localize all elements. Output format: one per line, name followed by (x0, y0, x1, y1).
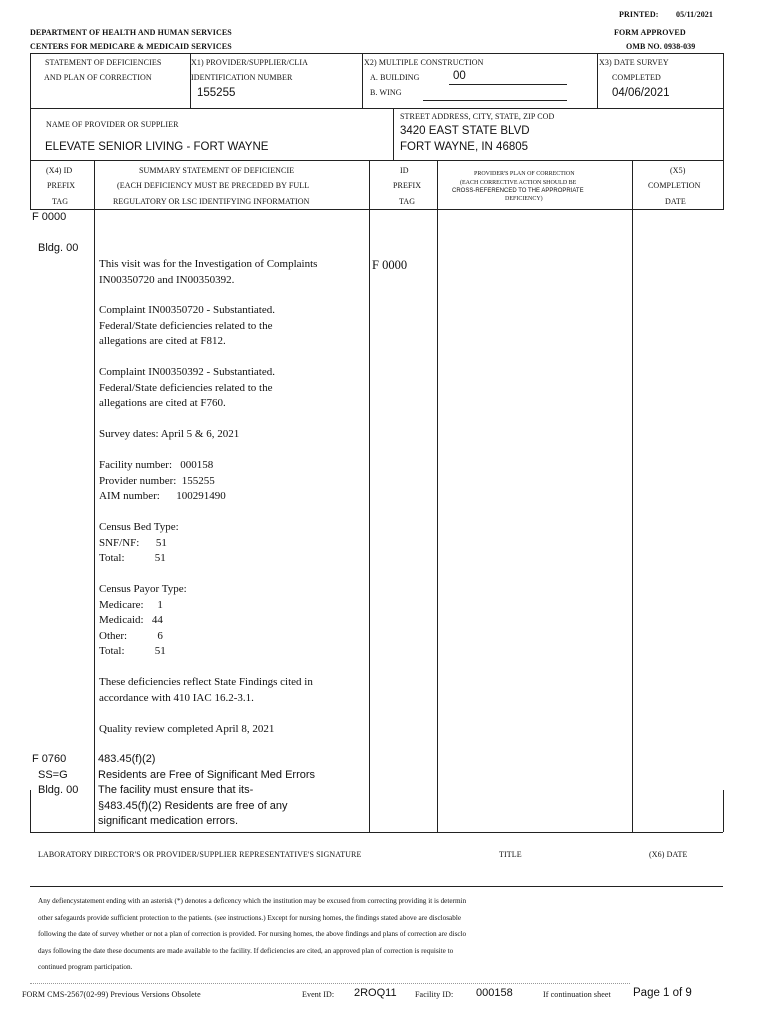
right-tag-f0000: F 0000 (372, 258, 408, 272)
page-number: Page 1 of 9 (633, 987, 692, 999)
printed-label: PRINTED: (619, 10, 659, 19)
centers-title: CENTERS FOR MEDICARE & MEDICAID SERVICES (30, 42, 232, 51)
paragraph-state-findings: These deficiencies reflect State Findings cited in accordance with 410 IAC 16.2-3.1. (99, 676, 313, 704)
paragraph-facility-numbers: Facility number: 000158 Provider number: 155255 AIM number: 100291490 (99, 459, 226, 502)
identification-number-label: IDENTIFICATION NUMBER (191, 73, 293, 82)
x4-prefix-label: PREFIX (47, 181, 76, 190)
paragraph-census-payor: Census Payor Type: Medicare: 1 Medicaid: 44 Other: 6 Total: 51 (99, 583, 187, 657)
paragraph-investigation: This visit was for the Investigation of Complaints IN00350720 and IN00350392. (99, 258, 318, 286)
facility-id-value: 000158 (476, 987, 513, 999)
plan-header-4: DEFICIENCY) (505, 196, 543, 202)
completion-label: COMPLETION (648, 181, 701, 190)
summary-header-2: (EACH DEFICIENCY MUST BE PRECEDED BY FULL (117, 181, 310, 190)
plan-header-2: (EACH CORRECTIVE ACTION SHOULD BE (460, 180, 577, 186)
event-id-label: Event ID: (302, 990, 335, 999)
bldg-00: Bldg. 00 (38, 242, 79, 254)
plan-header-1: PROVIDER'S PLAN OF CORRECTION (474, 171, 575, 177)
id-label: ID (400, 166, 409, 175)
footer-rule (30, 983, 630, 984)
x6-date-label: (X6) DATE (649, 850, 688, 859)
provider-clia-label: X1) PROVIDER/SUPPLIER/CLIA (191, 58, 309, 67)
plan-label: AND PLAN OF CORRECTION (44, 73, 152, 82)
provider-name-label: NAME OF PROVIDER OR SUPPLIER (46, 120, 179, 129)
title-label: TITLE (499, 850, 522, 859)
printed-date: 05/11/2021 (676, 10, 714, 19)
summary-header-3: REGULATORY OR LSC IDENTIFYING INFORMATION (113, 197, 310, 206)
wing-label: B. WING (370, 88, 402, 97)
facility-id-label: Facility ID: (415, 990, 454, 999)
department-title: DEPARTMENT OF HEALTH AND HUMAN SERVICES (30, 28, 232, 37)
x4-id-label: (X4) ID (46, 166, 73, 175)
paragraph-complaint-2: Complaint IN00350392 - Substantiated. Federal/State deficiencies related to the allegations are cited at F760. (99, 366, 275, 409)
summary-header-1: SUMMARY STATEMENT OF DEFICIENCIE (139, 166, 295, 175)
building-label: A. BUILDING (370, 73, 420, 82)
event-id-value: 2ROQ11 (354, 987, 397, 999)
x4-tag-label: TAG (52, 197, 69, 206)
tag-f0000: F 0000 (32, 211, 67, 223)
continuation-label: If continuation sheet (543, 990, 611, 999)
paragraph-complaint-1: Complaint IN00350720 - Substantiated. Federal/State deficiencies related to the allegations are cited at F812. (99, 304, 275, 347)
provider-name: ELEVATE SENIOR LIVING - FORT WAYNE (45, 141, 269, 153)
completed-label: COMPLETED (612, 73, 661, 82)
address-line-2: FORT WAYNE, IN 46805 (400, 141, 529, 153)
date-completed: 04/06/2021 (612, 87, 670, 99)
building-value: 00 (453, 70, 466, 82)
street-address-label: STREET ADDRESS, CITY, STATE, ZIP COD (400, 112, 555, 121)
x5-label: (X5) (670, 166, 686, 175)
multiple-construction-label: X2) MULTIPLE CONSTRUCTION (364, 58, 484, 67)
address-line-1: 3420 EAST STATE BLVD (400, 125, 530, 137)
id-tag-label: TAG (399, 197, 416, 206)
statement-label: STATEMENT OF DEFICIENCIES (45, 58, 162, 67)
paragraph-quality-review: Quality review completed April 8, 2021 (99, 723, 275, 735)
form-approved: FORM APPROVED (614, 28, 686, 37)
paragraph-survey-dates: Survey dates: April 5 & 6, 2021 (99, 428, 240, 440)
disclaimer: Any defiencystatement ending with an asterisk (*) denotes a deficency which the institution may be excused from correcting providing it is determin other safegaurds provide sufficient protection to the patients. (see instructions.) Except for nursing homes, the findings stated above are disclosable following the date of survey whether or not a plan of correction is provided. For nursing homes, the above findings and plans of correction are disclo days following the date these documents are made available to the facility. If deficiencies are cited, an approved plan of correction is requisite to continued program participation. (38, 897, 467, 971)
signature-label: LABORATORY DIRECTOR'S OR PROVIDER/SUPPLIER REPRESENTATIVE'S SIGNATURE (38, 850, 362, 859)
omb-number: OMB NO. 0938-039 (626, 42, 696, 51)
date-label: DATE (665, 197, 686, 206)
form-number: FORM CMS-2567(02-99) Previous Versions Obsolete (22, 990, 201, 999)
plan-header-3: CROSS-REFERENCED TO THE APPROPRIATE (452, 188, 584, 194)
id-prefix-label: PREFIX (393, 181, 422, 190)
paragraph-f760-regulation: 483.45(f)(2) Residents are Free of Significant Med Errors The facility must ensure that its- §483.45(f)(2) Residents are free of any significant medication errors. (98, 753, 316, 827)
tag-f0760: F 0760 SS=G Bldg. 00 (32, 753, 79, 796)
provider-number: 155255 (197, 87, 236, 99)
paragraph-census-bed: Census Bed Type: SNF/NF: 51 Total: 51 (99, 521, 179, 564)
date-survey-label: X3) DATE SURVEY (599, 58, 669, 67)
